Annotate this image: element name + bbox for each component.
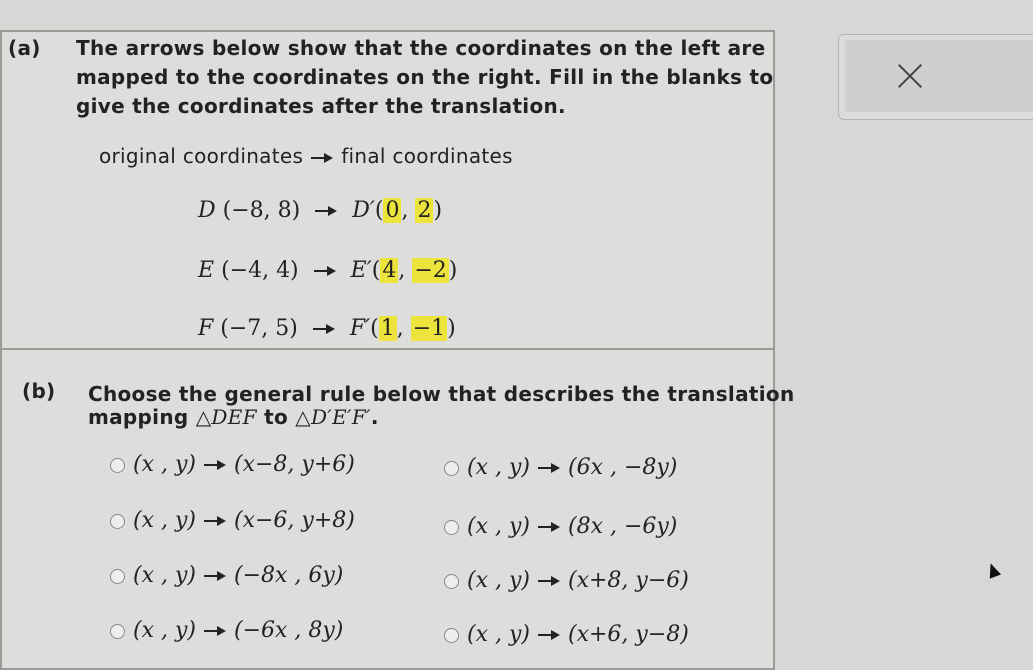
option-rhs: (−8x , 6y) — [233, 563, 344, 588]
arrow-icon — [538, 463, 560, 473]
option-left-2[interactable] — [110, 508, 355, 533]
close-icon[interactable] — [895, 62, 925, 92]
arrow-icon — [313, 324, 335, 334]
mapping-header — [99, 142, 513, 170]
orig-coords: (−7, 5) — [220, 316, 298, 341]
option-lhs: (x , y) — [467, 455, 530, 480]
part-b-prefix: mapping — [88, 405, 189, 429]
part-b-line-2 — [88, 403, 379, 431]
radio-button[interactable] — [444, 574, 459, 589]
arrow-icon — [538, 522, 560, 532]
orig-coords: (−8, 8) — [222, 198, 301, 223]
triangle-def-prime: △D′E′F′ — [295, 405, 371, 429]
arrow-icon — [315, 206, 337, 216]
radio-button[interactable] — [444, 520, 459, 535]
arrow-icon — [204, 571, 226, 581]
option-rhs: (8x , −6y) — [567, 514, 678, 539]
option-rhs: (x+6, y−8) — [567, 622, 689, 647]
header-final: final coordinates — [341, 144, 513, 168]
arrow-icon — [204, 460, 226, 470]
mouse-cursor-icon — [985, 561, 1001, 578]
option-left-4[interactable] — [110, 618, 343, 643]
part-a-line-1: The arrows below show that the coordinates on the left are — [76, 36, 766, 60]
answer-blank-y[interactable]: −2 — [414, 258, 447, 283]
answer-blank-x[interactable]: 0 — [385, 198, 400, 223]
arrow-icon — [311, 153, 333, 163]
option-rhs: (x−8, y+6) — [233, 452, 355, 477]
radio-button[interactable] — [110, 624, 125, 639]
section-divider — [0, 348, 775, 350]
final-name: F′ — [349, 316, 371, 341]
answer-blank-x[interactable]: 1 — [380, 316, 395, 341]
mapping-row-f: F (−7, 5) F′(1, −1) — [198, 316, 456, 341]
mapping-row-e: E (−4, 4) E′(4, −2) — [198, 258, 458, 283]
arrow-icon — [204, 626, 226, 636]
option-lhs: (x , y) — [133, 563, 196, 588]
arrow-icon — [204, 516, 226, 526]
option-lhs: (x , y) — [467, 514, 530, 539]
option-rhs: (6x , −8y) — [567, 455, 678, 480]
close-button[interactable] — [845, 40, 1033, 112]
final-name: E′ — [350, 258, 372, 283]
part-a-label: (a) — [8, 36, 41, 60]
option-left-1[interactable] — [110, 452, 355, 477]
option-lhs: (x , y) — [133, 508, 196, 533]
part-b-period: . — [370, 405, 379, 429]
option-right-1[interactable] — [444, 455, 677, 480]
radio-button[interactable] — [110, 569, 125, 584]
header-original: original coordinates — [99, 144, 304, 168]
option-right-4[interactable] — [444, 622, 689, 647]
option-lhs: (x , y) — [467, 568, 530, 593]
option-rhs: (x+8, y−6) — [567, 568, 689, 593]
answer-blank-x[interactable]: 4 — [382, 258, 397, 283]
option-right-3[interactable] — [444, 568, 689, 593]
mapping-row-d: D (−8, 8) D′(0, 2) — [198, 198, 443, 223]
answer-blank-y[interactable]: 2 — [417, 198, 432, 223]
orig-coords: (−4, 4) — [221, 258, 299, 283]
option-lhs: (x , y) — [133, 618, 196, 643]
radio-button[interactable] — [444, 628, 459, 643]
orig-name: D — [198, 198, 216, 223]
option-lhs: (x , y) — [467, 622, 530, 647]
orig-name: F — [198, 316, 214, 341]
part-b-line-1: Choose the general rule below that describes the translation — [88, 382, 795, 406]
option-rhs: (x−6, y+8) — [233, 508, 355, 533]
option-right-2[interactable] — [444, 514, 677, 539]
part-a-line-2: mapped to the coordinates on the right. Fill in the blanks to — [76, 65, 774, 89]
arrow-icon — [314, 266, 336, 276]
arrow-icon — [538, 576, 560, 586]
part-b-to: to — [264, 405, 289, 429]
option-rhs: (−6x , 8y) — [233, 618, 344, 643]
orig-name: E — [198, 258, 215, 283]
radio-button[interactable] — [110, 514, 125, 529]
part-a-line-3: give the coordinates after the translation. — [76, 94, 566, 118]
radio-button[interactable] — [444, 461, 459, 476]
answer-blank-y[interactable]: −1 — [412, 316, 446, 341]
option-lhs: (x , y) — [133, 452, 196, 477]
final-name: D′ — [352, 198, 375, 223]
arrow-icon — [538, 630, 560, 640]
triangle-def: △DEF — [195, 405, 257, 429]
option-left-3[interactable] — [110, 563, 343, 588]
radio-button[interactable] — [110, 458, 125, 473]
part-b-label: (b) — [22, 379, 56, 403]
